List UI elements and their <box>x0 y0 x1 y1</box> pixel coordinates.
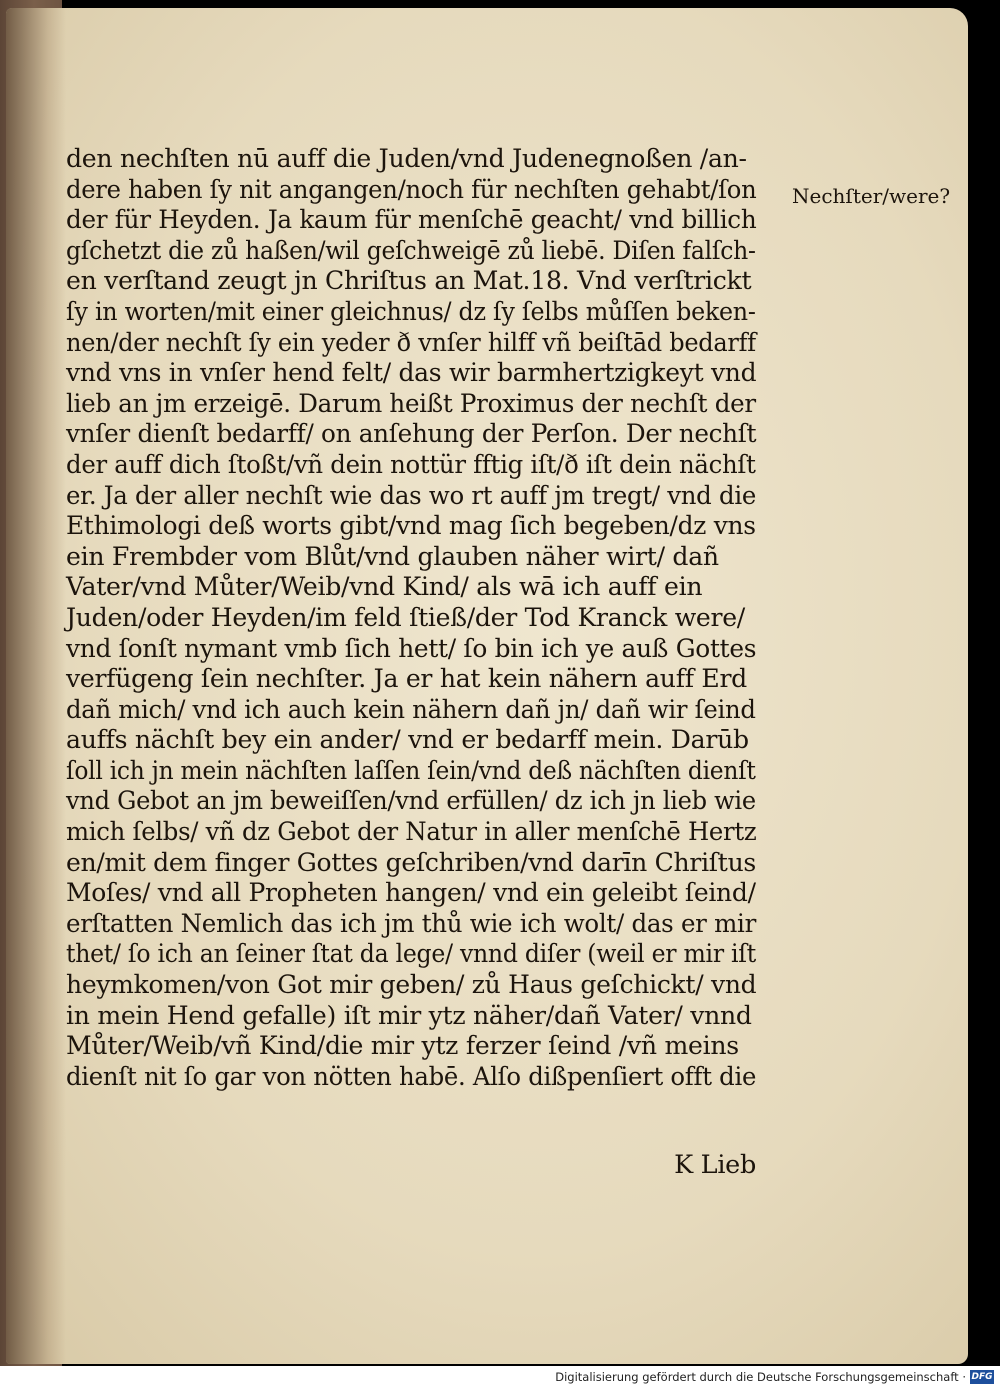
text-line: Můter/Weib/vñ Kind/die mir ytz ferzer ſeind /vñ meins <box>66 1031 739 1062</box>
text-line: vnd Gebot an jm beweiſſen/vnd erfüllen/ dz ich jn lieb wie <box>66 786 756 817</box>
text-line: vnd vns in vnſer hend felt/ das wir barmhertzigkeyt vnd <box>66 358 757 389</box>
page-gutter-shadow <box>6 8 66 1364</box>
text-line: den nechſten nū auff die Juden/vnd Judenegnoßen /an- <box>66 144 747 174</box>
text-line: in mein Hend gefalle) iſt mir ytz näher/dañ Vater/ vnnd <box>66 1000 752 1031</box>
text-line: ein Frembder vom Blůt/vnd glauben näher wirt/ dañ <box>66 541 719 572</box>
catchword: K Lieb <box>674 1150 756 1180</box>
text-line: ſoll ich jn mein nächſten laſſen ſein/vnd deß nächſten dienſt <box>66 755 756 786</box>
text-line: nen/der nechſt ſy ein yeder ð vnſer hilff vñ beiſtād bedarff <box>66 327 756 358</box>
text-line: heymkomen/von Got mir geben/ zů Haus geſchickt/ vnd <box>66 970 757 1001</box>
marginal-note: Nechſter/were? <box>792 184 951 208</box>
footer-bar <box>0 1366 1000 1388</box>
dfg-logo: DFG <box>971 1372 993 1382</box>
catchword-container <box>66 1150 766 1181</box>
text-line: dere haben ſy nit angangen/noch für nechſten gehabt/ſon <box>66 174 757 205</box>
text-line: der für Heyden. Ja kaum für menſchē geacht/ vnd billich <box>66 205 757 236</box>
text-line: thet/ ſo ich an ſeiner ſtat da lege/ vnnd diſer (weil er mir iſt <box>66 939 756 970</box>
text-line: erſtatten Nemlich das ich jm thů wie ich wolt/ das er mir <box>66 908 757 939</box>
text-line: lieb an jm erzeigē. Darum heißt Proximus der nechſt der <box>66 388 756 419</box>
text-line: er. Ja der aller nechſt wie das wo rt auff jm tregt/ vnd die <box>66 480 756 511</box>
text-line: ſy in worten/mit einer gleichnus/ dz ſy ſelbs můſſen beken- <box>66 296 756 327</box>
funding-credit: Digitalisierung gefördert durch die Deutsche Forschungsgemeinschaft · <box>555 1370 966 1384</box>
text-line: mich ſelbs/ vñ dz Gebot der Natur in aller menſchē Hertz <box>66 817 757 848</box>
text-line: gſchetzt die zů haßen/wil geſchweigē zů liebē. Diſen falſch- <box>66 235 756 266</box>
text-line: Vater/vnd Můter/Weib/vnd Kind/ als wā ich auff ein <box>66 572 703 603</box>
text-line: der auff dich ſtoßt/vñ dein nottür fftig iſt/ð iſt dein nächſt <box>66 449 756 480</box>
text-line: en/mit dem finger Gottes geſchriben/vnd darīn Chriſtus <box>66 847 756 878</box>
text-line: vnd ſonſt nymant vmb ſich hett/ ſo bin ich ye auß Gottes <box>66 633 757 664</box>
text-line: auffs nächſt bey ein ander/ vnd er bedarff mein. Darūb <box>66 725 749 756</box>
text-line: Juden/oder Heyden/im feld ſtieß/der Tod Kranck were/ <box>66 602 745 633</box>
text-line: vnſer dienſt bedarff/ on anſehung der Perſon. Der nechſt <box>66 419 757 450</box>
text-line: verfügeng ſein nechſter. Ja er hat kein nähern auff Erd <box>66 664 747 695</box>
text-line: dienſt nit ſo gar von nötten habē. Alſo dißpenſiert offt die <box>66 1061 757 1092</box>
main-text-block <box>66 144 766 1092</box>
text-line: dañ mich/ vnd ich auch kein nähern dañ jn/ dañ wir ſeind <box>66 694 756 725</box>
text-line: en verſtand zeugt jn Chriſtus an Mat.18. Vnd verſtrickt <box>66 266 752 297</box>
text-line: Ethimologi deß worts gibt/vnd mag ſich begeben/dz vns <box>66 511 756 542</box>
text-line: Moſes/ vnd all Propheten hangen/ vnd ein geleibt ſeind/ <box>66 878 756 909</box>
